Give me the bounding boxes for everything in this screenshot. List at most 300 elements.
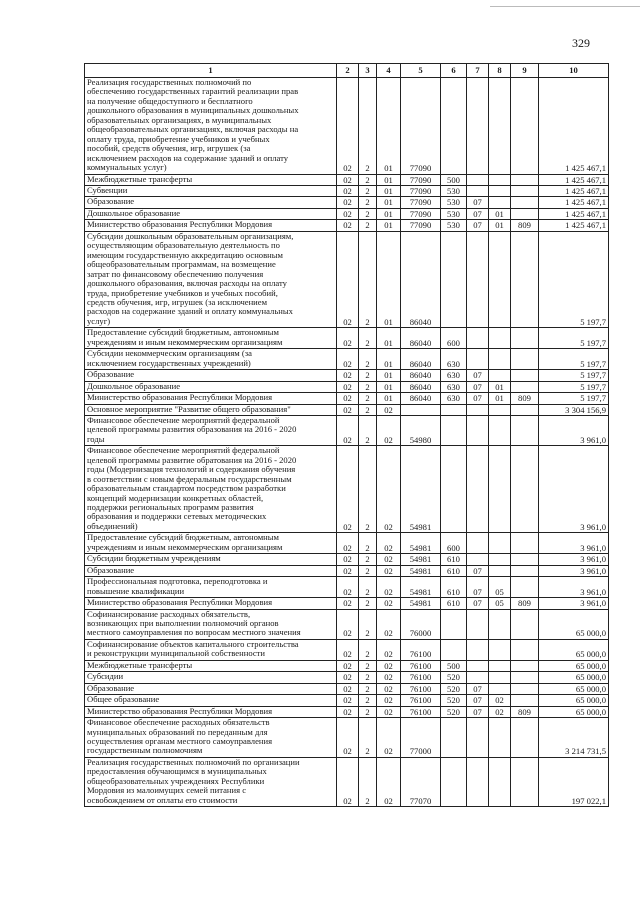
code-cell: 02	[337, 757, 359, 806]
table-row	[85, 706, 609, 717]
code-cell: 77090	[401, 208, 441, 219]
code-cell: 02	[337, 639, 359, 660]
code-cell: 2	[359, 446, 377, 533]
code-cell: 520	[441, 672, 467, 683]
code-cell: 02	[377, 609, 401, 639]
code-cell	[511, 672, 539, 683]
code-cell	[511, 577, 539, 598]
code-cell: 02	[337, 598, 359, 609]
code-cell: 2	[359, 349, 377, 370]
row-name: Субсидии бюджетным учреждениям	[85, 554, 337, 565]
amount-cell: 65 000,0	[539, 609, 609, 639]
table-row	[85, 404, 609, 415]
code-cell	[489, 609, 511, 639]
code-cell	[467, 78, 489, 175]
column-header: 2	[337, 64, 359, 78]
code-cell: 520	[441, 695, 467, 706]
row-name: Дошкольное образование	[85, 381, 337, 392]
amount-cell: 5 197,7	[539, 393, 609, 404]
code-cell	[489, 639, 511, 660]
code-cell	[489, 231, 511, 328]
table-row	[85, 598, 609, 609]
code-cell	[489, 565, 511, 576]
code-cell: 2	[359, 672, 377, 683]
code-cell	[467, 328, 489, 349]
code-cell	[441, 78, 467, 175]
amount-cell: 65 000,0	[539, 660, 609, 671]
code-cell	[489, 757, 511, 806]
code-cell: 05	[489, 577, 511, 598]
code-cell: 01	[377, 370, 401, 381]
code-cell: 02	[377, 577, 401, 598]
code-cell	[511, 695, 539, 706]
code-cell	[441, 415, 467, 445]
row-name: Образование	[85, 197, 337, 208]
code-cell: 77090	[401, 220, 441, 231]
code-cell: 630	[441, 349, 467, 370]
amount-cell: 3 961,0	[539, 446, 609, 533]
code-cell: 01	[489, 393, 511, 404]
amount-cell: 3 304 156,9	[539, 404, 609, 415]
table-row	[85, 577, 609, 598]
table-body	[85, 78, 609, 807]
code-cell	[489, 328, 511, 349]
code-cell: 02	[337, 370, 359, 381]
code-cell: 02	[337, 328, 359, 349]
amount-cell: 5 197,7	[539, 370, 609, 381]
code-cell: 02	[377, 718, 401, 758]
code-cell: 2	[359, 609, 377, 639]
table-row	[85, 174, 609, 185]
code-cell: 05	[489, 598, 511, 609]
code-cell: 02	[377, 672, 401, 683]
table-row	[85, 533, 609, 554]
code-cell: 2	[359, 208, 377, 219]
table-row	[85, 446, 609, 533]
code-cell	[467, 533, 489, 554]
code-cell	[441, 404, 467, 415]
code-cell	[467, 446, 489, 533]
code-cell: 610	[441, 577, 467, 598]
code-cell: 02	[337, 220, 359, 231]
table-row	[85, 185, 609, 196]
code-cell: 2	[359, 78, 377, 175]
table-row	[85, 220, 609, 231]
amount-cell: 3 961,0	[539, 565, 609, 576]
code-cell	[511, 404, 539, 415]
code-cell: 01	[377, 328, 401, 349]
row-name: Образование	[85, 683, 337, 694]
code-cell: 54981	[401, 598, 441, 609]
code-cell: 77000	[401, 718, 441, 758]
table-row	[85, 660, 609, 671]
code-cell: 02	[337, 718, 359, 758]
code-cell: 530	[441, 220, 467, 231]
amount-cell: 3 214 731,5	[539, 718, 609, 758]
code-cell: 2	[359, 328, 377, 349]
code-cell	[441, 231, 467, 328]
code-cell: 02	[337, 381, 359, 392]
row-name: Финансовое обеспечение мероприятий федеральной целевой программы развития образования на 2016 - 2020 годы	[85, 415, 337, 445]
code-cell	[511, 381, 539, 392]
amount-cell: 65 000,0	[539, 683, 609, 694]
code-cell	[511, 174, 539, 185]
column-header: 10	[539, 64, 609, 78]
code-cell: 02	[337, 533, 359, 554]
code-cell: 2	[359, 718, 377, 758]
code-cell: 07	[467, 577, 489, 598]
code-cell: 86040	[401, 231, 441, 328]
code-cell: 86040	[401, 349, 441, 370]
amount-cell: 3 961,0	[539, 415, 609, 445]
code-cell	[467, 174, 489, 185]
row-name: Общее образование	[85, 695, 337, 706]
code-cell: 530	[441, 197, 467, 208]
code-cell	[467, 185, 489, 196]
code-cell: 02	[337, 185, 359, 196]
code-cell: 07	[467, 683, 489, 694]
code-cell: 2	[359, 757, 377, 806]
code-cell: 2	[359, 370, 377, 381]
code-cell	[467, 718, 489, 758]
code-cell: 02	[337, 577, 359, 598]
code-cell: 02	[377, 639, 401, 660]
code-cell	[489, 660, 511, 671]
code-cell: 2	[359, 231, 377, 328]
code-cell: 86040	[401, 370, 441, 381]
row-name: Финансовое обеспечение мероприятий федеральной целевой программы развитие обратования на 2016 - 2020 годы (Модернизация технологий и содержания обучения в соответствии с новым федеральным государственным образовательным стандартом посредством разработки концепций модернизации конкретных областей, поддержки региональных программ развития образования и поддержки сетевых методических объединений)	[85, 446, 337, 533]
code-cell: 77090	[401, 78, 441, 175]
row-name: Предоставление субсидий бюджетным, автономным учреждениям и иным некоммерческим организациям	[85, 328, 337, 349]
code-cell: 02	[377, 695, 401, 706]
code-cell: 86040	[401, 393, 441, 404]
row-name: Субсидии	[85, 672, 337, 683]
code-cell	[511, 208, 539, 219]
code-cell: 809	[511, 393, 539, 404]
code-cell	[489, 174, 511, 185]
code-cell: 2	[359, 185, 377, 196]
code-cell	[401, 404, 441, 415]
code-cell	[511, 533, 539, 554]
code-cell	[511, 554, 539, 565]
row-name: Софинансирование расходных обязательств, возникающих при выполнении полномочий органов местного самоуправления по вопросам местного значения	[85, 609, 337, 639]
code-cell: 02	[377, 660, 401, 671]
code-cell: 01	[377, 381, 401, 392]
amount-cell: 3 961,0	[539, 598, 609, 609]
table-row	[85, 695, 609, 706]
code-cell: 01	[377, 197, 401, 208]
table-row	[85, 328, 609, 349]
code-cell	[489, 404, 511, 415]
code-cell: 02	[377, 757, 401, 806]
table-row	[85, 415, 609, 445]
code-cell	[511, 718, 539, 758]
code-cell	[489, 718, 511, 758]
code-cell: 2	[359, 683, 377, 694]
code-cell	[511, 660, 539, 671]
row-name: Профессиональная подготовка, переподготовка и повышение квалификации	[85, 577, 337, 598]
code-cell: 01	[489, 208, 511, 219]
code-cell	[511, 328, 539, 349]
code-cell: 02	[337, 565, 359, 576]
table-row	[85, 231, 609, 328]
amount-cell: 3 961,0	[539, 577, 609, 598]
code-cell: 02	[337, 404, 359, 415]
table-header-row	[85, 64, 609, 78]
amount-cell: 65 000,0	[539, 695, 609, 706]
amount-cell: 1 425 467,1	[539, 174, 609, 185]
code-cell: 01	[377, 174, 401, 185]
code-cell	[467, 639, 489, 660]
code-cell	[511, 639, 539, 660]
code-cell: 76100	[401, 672, 441, 683]
column-header: 3	[359, 64, 377, 78]
code-cell: 01	[377, 208, 401, 219]
row-name: Субсидии некоммерческим организациям (за исключением государственных учреждений)	[85, 349, 337, 370]
row-name: Реализация государственных полномочий по организации предоставления обучающимся в муниципальных общеобразовательных учреждениях Республики Мордовия из малоимущих семей питания с освобождением от оплаты его стоимости	[85, 757, 337, 806]
row-name: Субсидии дошкольным образовательным организациям, осуществляющим образовательную деятельность по имеющим государственную аккредитацию основным общеобразовательным программам, на возмещение затрат по финансовому обеспечению получения дошкольного образования, включая расходы на оплату труда, приобретение учебников и учебных пособий, средств обучения, игр, игрушек (за исключением расходов на содержание зданий и оплату коммунальных услуг)	[85, 231, 337, 328]
table-row	[85, 370, 609, 381]
code-cell: 520	[441, 706, 467, 717]
amount-cell: 5 197,7	[539, 381, 609, 392]
column-header: 8	[489, 64, 511, 78]
column-header: 4	[377, 64, 401, 78]
code-cell: 76100	[401, 660, 441, 671]
column-header: 5	[401, 64, 441, 78]
table-row	[85, 565, 609, 576]
code-cell: 02	[337, 78, 359, 175]
code-cell	[511, 565, 539, 576]
code-cell: 01	[377, 78, 401, 175]
code-cell: 02	[377, 446, 401, 533]
code-cell: 500	[441, 660, 467, 671]
code-cell	[511, 370, 539, 381]
amount-cell: 1 425 467,1	[539, 197, 609, 208]
row-name: Финансовое обеспечение расходных обязательств муниципальных образований по переданным для осуществления органам местного самоуправления государственным полномочиям	[85, 718, 337, 758]
code-cell: 02	[337, 349, 359, 370]
code-cell: 02	[337, 683, 359, 694]
amount-cell: 5 197,7	[539, 231, 609, 328]
table-row	[85, 757, 609, 806]
code-cell	[489, 197, 511, 208]
code-cell: 02	[337, 660, 359, 671]
code-cell: 610	[441, 565, 467, 576]
code-cell	[467, 415, 489, 445]
row-name: Дошкольное образование	[85, 208, 337, 219]
code-cell: 86040	[401, 328, 441, 349]
row-name: Министерство образования Республики Мордовия	[85, 598, 337, 609]
code-cell: 02	[489, 695, 511, 706]
code-cell: 02	[377, 533, 401, 554]
code-cell: 630	[441, 381, 467, 392]
code-cell: 01	[377, 220, 401, 231]
code-cell	[467, 231, 489, 328]
code-cell: 07	[467, 695, 489, 706]
code-cell: 630	[441, 393, 467, 404]
amount-cell: 1 425 467,1	[539, 78, 609, 175]
code-cell: 2	[359, 197, 377, 208]
code-cell	[511, 446, 539, 533]
code-cell: 02	[377, 565, 401, 576]
code-cell	[511, 231, 539, 328]
code-cell	[511, 609, 539, 639]
code-cell: 809	[511, 220, 539, 231]
table-row	[85, 609, 609, 639]
code-cell: 02	[337, 415, 359, 445]
table-row	[85, 197, 609, 208]
amount-cell: 5 197,7	[539, 349, 609, 370]
code-cell: 2	[359, 174, 377, 185]
column-header: 9	[511, 64, 539, 78]
code-cell	[441, 609, 467, 639]
code-cell: 01	[489, 220, 511, 231]
code-cell: 02	[337, 609, 359, 639]
code-cell	[467, 554, 489, 565]
code-cell: 2	[359, 393, 377, 404]
code-cell	[489, 533, 511, 554]
code-cell	[441, 639, 467, 660]
code-cell: 02	[377, 415, 401, 445]
row-name: Межбюджетные трансферты	[85, 660, 337, 671]
amount-cell: 1 425 467,1	[539, 208, 609, 219]
row-name: Межбюджетные трансферты	[85, 174, 337, 185]
code-cell: 01	[489, 381, 511, 392]
code-cell: 54981	[401, 446, 441, 533]
code-cell	[511, 683, 539, 694]
code-cell: 02	[337, 446, 359, 533]
row-name: Образование	[85, 565, 337, 576]
code-cell: 02	[377, 683, 401, 694]
row-name: Основное мероприятие "Развитие общего образования"	[85, 404, 337, 415]
code-cell: 520	[441, 683, 467, 694]
code-cell: 02	[337, 208, 359, 219]
code-cell: 77090	[401, 185, 441, 196]
code-cell	[489, 672, 511, 683]
amount-cell: 65 000,0	[539, 706, 609, 717]
code-cell: 2	[359, 381, 377, 392]
table-row	[85, 381, 609, 392]
code-cell: 76100	[401, 683, 441, 694]
row-name: Предоставление субсидий бюджетным, автономным учреждениям и иным некоммерческим организациям	[85, 533, 337, 554]
code-cell: 2	[359, 404, 377, 415]
table-row	[85, 349, 609, 370]
code-cell: 610	[441, 598, 467, 609]
code-cell: 54981	[401, 565, 441, 576]
code-cell	[467, 349, 489, 370]
code-cell: 809	[511, 706, 539, 717]
code-cell: 02	[337, 174, 359, 185]
amount-cell: 197 022,1	[539, 757, 609, 806]
column-header: 7	[467, 64, 489, 78]
code-cell	[489, 370, 511, 381]
code-cell: 54981	[401, 554, 441, 565]
table-row	[85, 672, 609, 683]
code-cell	[511, 197, 539, 208]
amount-cell: 1 425 467,1	[539, 220, 609, 231]
column-header: 1	[85, 64, 337, 78]
table-row	[85, 718, 609, 758]
row-name: Министерство образования Республики Мордовия	[85, 393, 337, 404]
code-cell: 2	[359, 577, 377, 598]
code-cell: 02	[337, 672, 359, 683]
code-cell: 600	[441, 533, 467, 554]
code-cell: 809	[511, 598, 539, 609]
amount-cell: 1 425 467,1	[539, 185, 609, 196]
code-cell	[467, 609, 489, 639]
code-cell: 610	[441, 554, 467, 565]
code-cell: 76100	[401, 695, 441, 706]
row-name: Министерство образования Республики Мордовия	[85, 220, 337, 231]
amount-cell: 65 000,0	[539, 639, 609, 660]
code-cell: 54981	[401, 577, 441, 598]
code-cell	[489, 78, 511, 175]
code-cell	[511, 185, 539, 196]
scan-top-edge-line	[490, 6, 640, 7]
budget-table	[84, 63, 609, 807]
code-cell: 2	[359, 565, 377, 576]
code-cell: 07	[467, 220, 489, 231]
code-cell: 2	[359, 706, 377, 717]
code-cell: 86040	[401, 381, 441, 392]
code-cell: 76100	[401, 706, 441, 717]
code-cell	[489, 185, 511, 196]
code-cell: 01	[377, 393, 401, 404]
code-cell	[511, 757, 539, 806]
code-cell: 02	[337, 231, 359, 328]
code-cell	[489, 554, 511, 565]
code-cell	[441, 718, 467, 758]
code-cell: 2	[359, 415, 377, 445]
code-cell	[467, 672, 489, 683]
row-name: Реализация государственных полномочий по обеспечению государственных гарантий реализации прав на получение общедоступного и бесплатного дошкольного образования в муниципальных дошкольных образовательных организациях, в муниципальных общеобразовательных организациях, включая расходы на оплату труда, приобретение учебников и учебных пособий, средств обучения, игр, игрушек (за исключением расходов на содержание зданий и оплату коммунальных услуг)	[85, 78, 337, 175]
code-cell: 07	[467, 208, 489, 219]
row-name: Образование	[85, 370, 337, 381]
code-cell: 07	[467, 370, 489, 381]
column-header: 6	[441, 64, 467, 78]
code-cell	[489, 349, 511, 370]
code-cell: 07	[467, 381, 489, 392]
code-cell: 54981	[401, 533, 441, 554]
code-cell: 01	[377, 185, 401, 196]
code-cell	[467, 404, 489, 415]
code-cell: 02	[337, 197, 359, 208]
code-cell: 77090	[401, 174, 441, 185]
table-row	[85, 393, 609, 404]
code-cell: 54980	[401, 415, 441, 445]
code-cell	[511, 78, 539, 175]
code-cell: 02	[489, 706, 511, 717]
code-cell: 2	[359, 695, 377, 706]
code-cell: 530	[441, 208, 467, 219]
row-name: Субвенции	[85, 185, 337, 196]
amount-cell: 65 000,0	[539, 672, 609, 683]
code-cell: 07	[467, 706, 489, 717]
code-cell: 76000	[401, 609, 441, 639]
code-cell	[489, 683, 511, 694]
code-cell: 2	[359, 660, 377, 671]
page-number: 329	[572, 36, 590, 50]
row-name: Софинансирование объектов капитального строительства и реконструкции муниципальной собственности	[85, 639, 337, 660]
code-cell: 530	[441, 185, 467, 196]
table-row	[85, 639, 609, 660]
code-cell: 2	[359, 220, 377, 231]
code-cell: 02	[337, 393, 359, 404]
code-cell: 02	[377, 404, 401, 415]
code-cell: 02	[337, 554, 359, 565]
code-cell: 600	[441, 328, 467, 349]
table-row	[85, 554, 609, 565]
code-cell	[467, 660, 489, 671]
